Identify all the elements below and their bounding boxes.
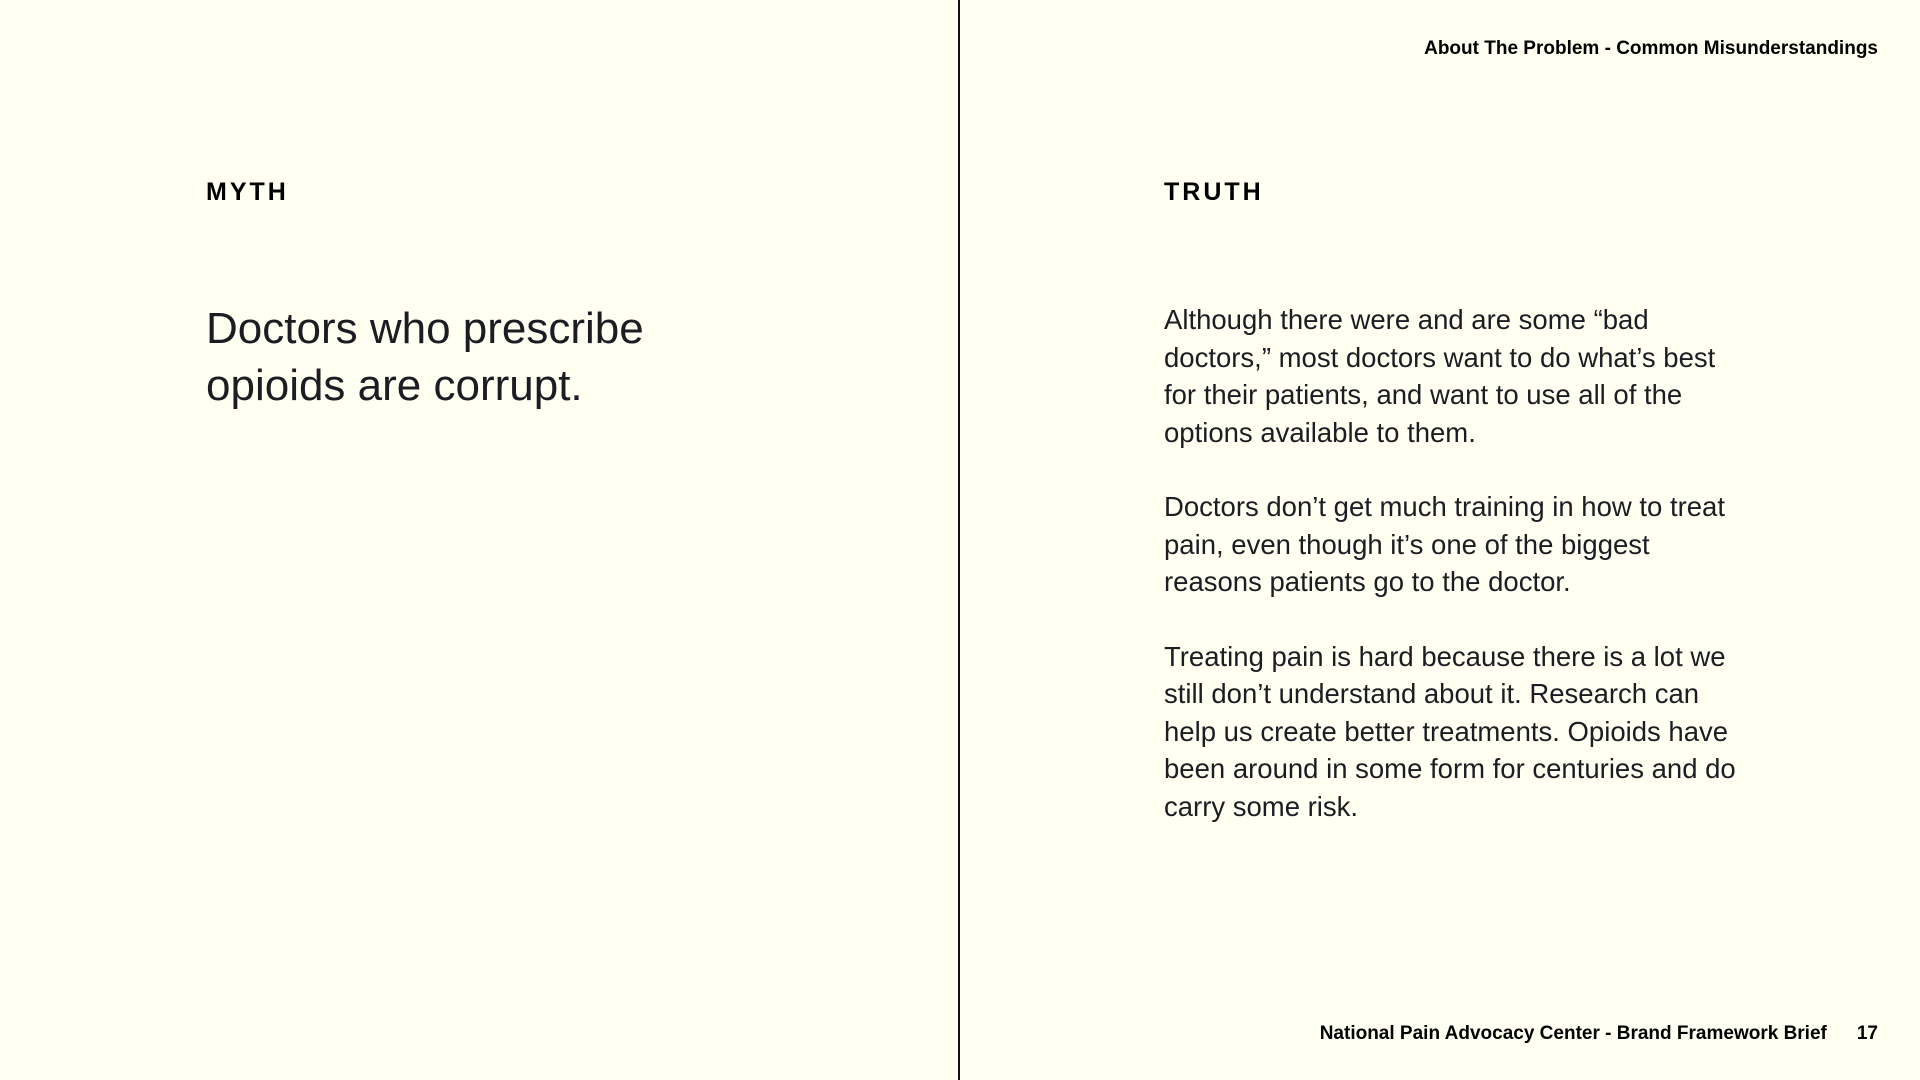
truth-paragraph-3: Treating pain is hard because there is a lot we still don’t understand about it. Research can help us create better treatments. Opioids have been around in some form for centuries and do carry some risk. <box>1164 640 1736 822</box>
footer-organization: National Pain Advocacy Center - Brand Framework Brief <box>1319 1023 1827 1044</box>
truth-body <box>1164 301 1744 862</box>
truth-paragraph-2: Doctors don’t get much training in how to treat pain, even though it’s one of the biggest reasons patients go to the doctor. <box>1164 491 1725 597</box>
myth-label: MYTH <box>206 178 289 206</box>
header-title: About The Problem - Common Misunderstandings <box>1424 38 1878 59</box>
truth-paragraph-1: Although there were and are some “bad doctors,” most doctors want to do what’s best for their patients, and want to use all of the options available to them. <box>1164 304 1716 448</box>
footer <box>1320 1023 1878 1045</box>
page-number: 17 <box>1856 1023 1878 1044</box>
center-divider <box>958 0 960 1080</box>
truth-label: TRUTH <box>1164 178 1264 206</box>
myth-statement: Doctors who prescribe opioids are corrupt. <box>206 304 644 410</box>
